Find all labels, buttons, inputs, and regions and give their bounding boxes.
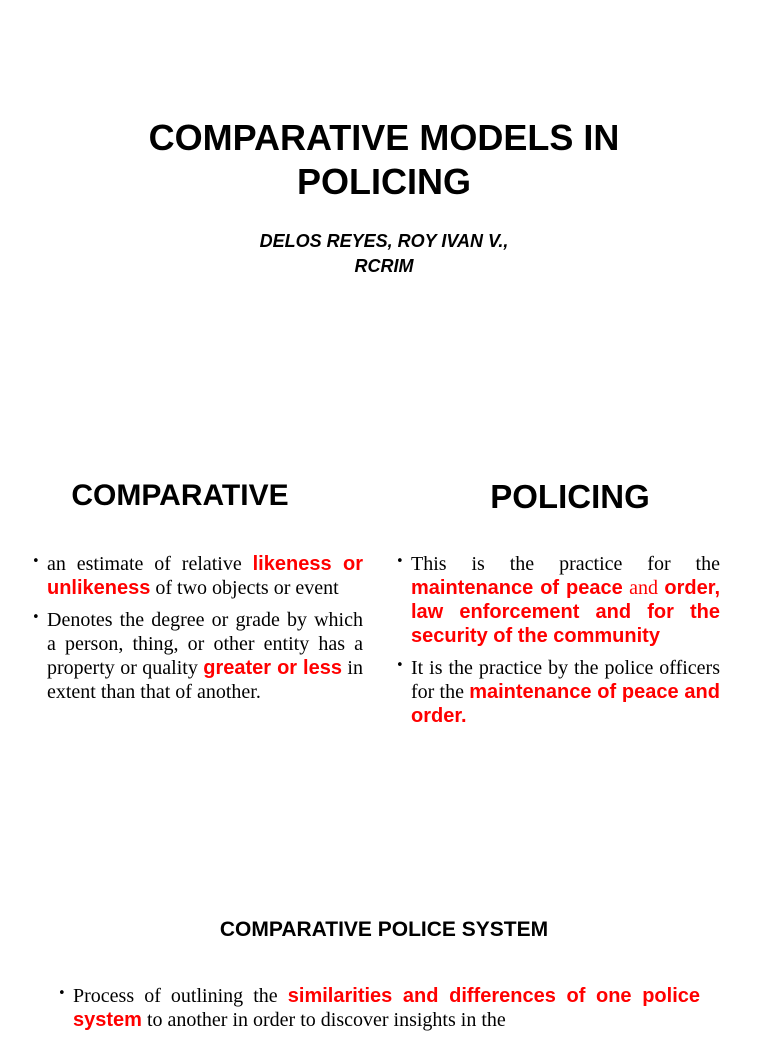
definitions-slide [0,460,768,860]
highlight-text: maintenance of peace [411,577,623,599]
bullet-dot-icon: • [396,554,404,569]
police-system-slide [0,900,768,1031]
system-heading: COMPARATIVE POLICE SYSTEM [219,918,549,941]
title-slide [0,0,768,420]
comparative-definition-list [30,552,363,712]
comparative-heading: COMPARATIVE [71,479,289,512]
highlight-text: maintenance of peace and order. [411,681,720,727]
author-name: DELOS REYES, ROY IVAN V., [259,231,509,251]
system-definition-list [56,984,700,1040]
bullet-dot-icon: • [32,554,40,569]
highlight-text: order, law enforcement and for the security of the community [411,577,720,647]
list-item: • This is the practice for the maintenance of peace and order, law enforcement and for the security of the community [396,553,720,647]
highlight-text: likeness or unlikeness [47,553,363,599]
presentation-title [60,116,708,204]
list-item: • Process of outlining the similarities and differences of one police system to another in order to discover insights in the [58,985,700,1031]
highlight-text: greater or less [203,657,342,679]
bullet-dot-icon: • [58,986,66,1001]
list-item: • It is the practice by the police officers for the maintenance of peace and order. [396,657,720,727]
highlight-text: similarities and differences of one police system [73,985,700,1031]
list-item: • Denotes the degree or grade by which a person, thing, or other entity has a property or quality greater or less in extent than that of another. [32,609,363,703]
policing-definition-list [394,552,720,736]
title-line-1: COMPARATIVE MODELS IN [148,117,620,158]
list-item: • an estimate of relative likeness or unlikeness of two objects or event [32,553,363,599]
author-block [60,229,708,279]
bullet-dot-icon: • [396,658,404,673]
author-credential: RCRIM [354,256,414,276]
policing-heading: POLICING [490,478,650,515]
title-line-2: POLICING [296,161,471,202]
bullet-dot-icon: • [32,610,40,625]
